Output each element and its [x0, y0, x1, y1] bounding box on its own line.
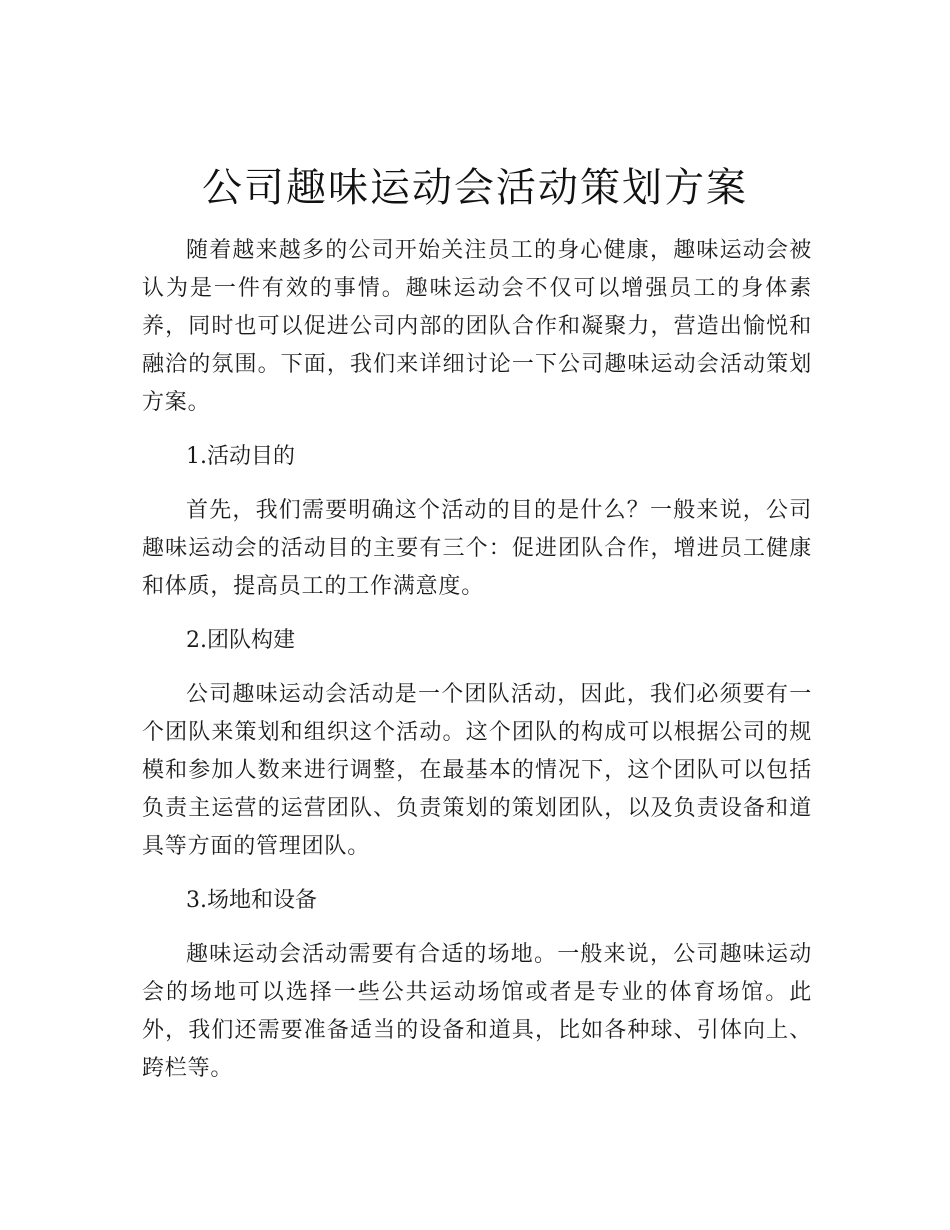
section-heading-venue: 3.场地和设备 [186, 888, 317, 913]
section-heading-team: 2.团队构建 [186, 628, 295, 653]
section-text-venue: 趣味运动会活动需要有合适的场地。一般来说，公司趣味运动会的场地可以选择一些公共运动场馆或者是专业的体育场馆。此外，我们还需要准备适当的设备和道具，比如各种球、引体向上、跨栏等。 [142, 942, 812, 1081]
section-text-purpose: 首先，我们需要明确这个活动的目的是什么？一般来说，公司趣味运动会的活动目的主要有三个：促进团队合作，增进员工健康和体质，提高员工的工作满意度。 [142, 498, 812, 599]
document-body [142, 232, 812, 1104]
section-text-team: 公司趣味运动会活动是一个团队活动，因此，我们必须要有一个团队来策划和组织这个活动。这个团队的构成可以根据公司的规模和参加人数来进行调整，在最基本的情况下，这个团队可以包括负责主运营的运营团队、负责策划的策划团队，以及负责设备和道具等方面的管理团队。 [142, 682, 812, 859]
document-title: 公司趣味运动会活动策划方案 [202, 165, 748, 211]
section-heading-purpose: 1.活动目的 [186, 444, 295, 469]
intro-paragraph: 随着越来越多的公司开始关注员工的身心健康，趣味运动会被认为是一件有效的事情。趣味运动会不仅可以增强员工的身体素养，同时也可以促进公司内部的团队合作和凝聚力，营造出愉悦和融洽的氛围。下面，我们来详细讨论一下公司趣味运动会活动策划方案。 [142, 238, 812, 415]
